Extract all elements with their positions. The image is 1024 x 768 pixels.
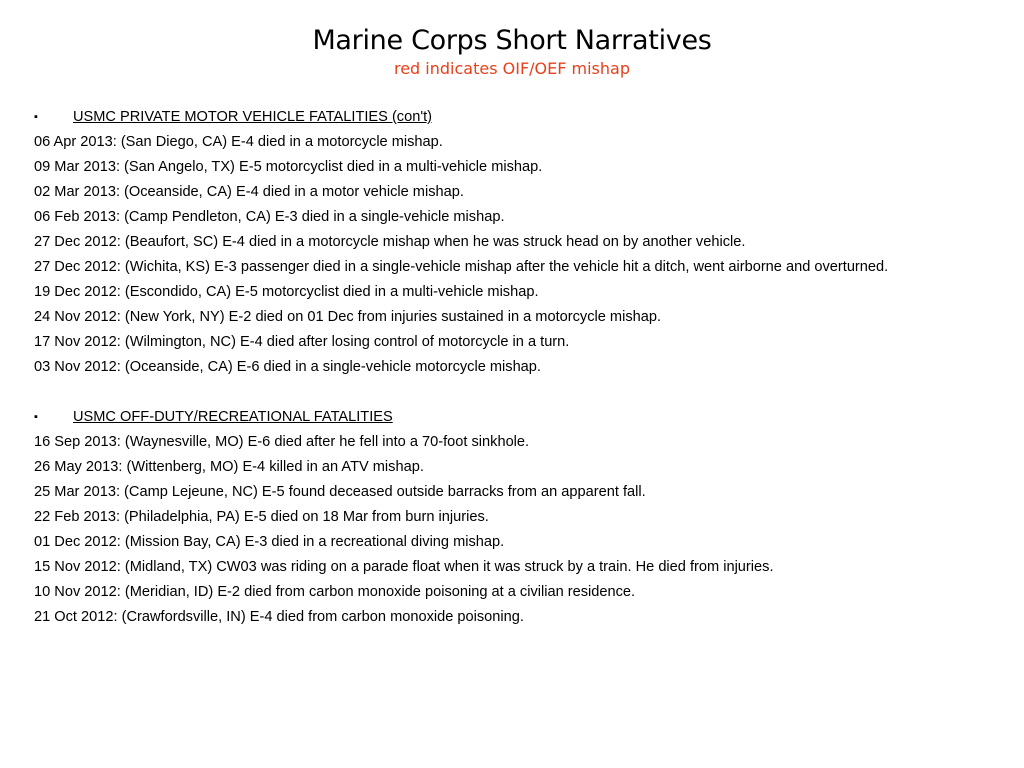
narrative-entry: 21 Oct 2012: (Crawfordsville, IN) E-4 died from carbon monoxide poisoning. [34,609,524,625]
narrative-entry: 03 Nov 2012: (Oceanside, CA) E-6 died in a single-vehicle motorcycle mishap. [34,359,541,375]
narrative-entry: 09 Mar 2013: (San Angelo, TX) E-5 motorcyclist died in a multi-vehicle mishap. [34,159,543,175]
slide-content [34,108,964,633]
narrative-entry: 02 Mar 2013: (Oceanside, CA) E-4 died in a motor vehicle mishap. [34,184,464,200]
slide-subtitle: red indicates OIF/OEF mishap [393,59,630,78]
narrative-entry: 25 Mar 2013: (Camp Lejeune, NC) E-5 found deceased outside barracks from an apparent fall. [34,484,646,500]
narrative-entry: 19 Dec 2012: (Escondido, CA) E-5 motorcyclist died in a multi-vehicle mishap. [34,284,539,300]
section-header-label: USMC PRIVATE MOTOR VEHICLE FATALITIES (con't) [73,109,433,125]
narrative-entry: 26 May 2013: (Wittenberg, MO) E-4 killed in an ATV mishap. [34,459,424,475]
square-bullet-icon: ▪ [34,111,38,123]
narrative-entry: 27 Dec 2012: (Wichita, KS) E-3 passenger died in a single-vehicle mishap after the vehicle hit a ditch, went airborne and overturned. [34,259,889,275]
narrative-entry: 22 Feb 2013: (Philadelphia, PA) E-5 died on 18 Mar from burn injuries. [34,509,489,525]
square-bullet-icon: ▪ [34,411,38,423]
narrative-entry: 27 Dec 2012: (Beaufort, SC) E-4 died in a motorcycle mishap when he was struck head on by another vehicle. [34,234,746,250]
narrative-entry: 24 Nov 2012: (New York, NY) E-2 died on 01 Dec from injuries sustained in a motorcycle mishap. [34,309,662,325]
section-header-motor-vehicle [34,108,964,127]
section-header-off-duty [34,408,964,427]
title-block [0,26,1024,79]
narrative-entry: 17 Nov 2012: (Wilmington, NC) E-4 died after losing control of motorcycle in a turn. [34,334,570,350]
section-header-label: USMC OFF-DUTY/RECREATIONAL FATALITIES [73,409,393,425]
narrative-entry: 16 Sep 2013: (Waynesville, MO) E-6 died after he fell into a 70-foot sinkhole. [34,434,530,450]
narrative-entry: 06 Feb 2013: (Camp Pendleton, CA) E-3 died in a single-vehicle mishap. [34,209,505,225]
slide-title: Marine Corps Short Narratives [312,25,712,56]
narrative-entry: 15 Nov 2012: (Midland, TX) CW03 was riding on a parade float when it was struck by a train. He died from injuries. [34,559,774,575]
narrative-entry: 06 Apr 2013: (San Diego, CA) E-4 died in a motorcycle mishap. [34,134,443,150]
narrative-entry: 10 Nov 2012: (Meridian, ID) E-2 died from carbon monoxide poisoning at a civilian residence. [34,584,636,600]
narrative-entry: 01 Dec 2012: (Mission Bay, CA) E-3 died in a recreational diving mishap. [34,534,505,550]
section-spacer [34,383,964,408]
